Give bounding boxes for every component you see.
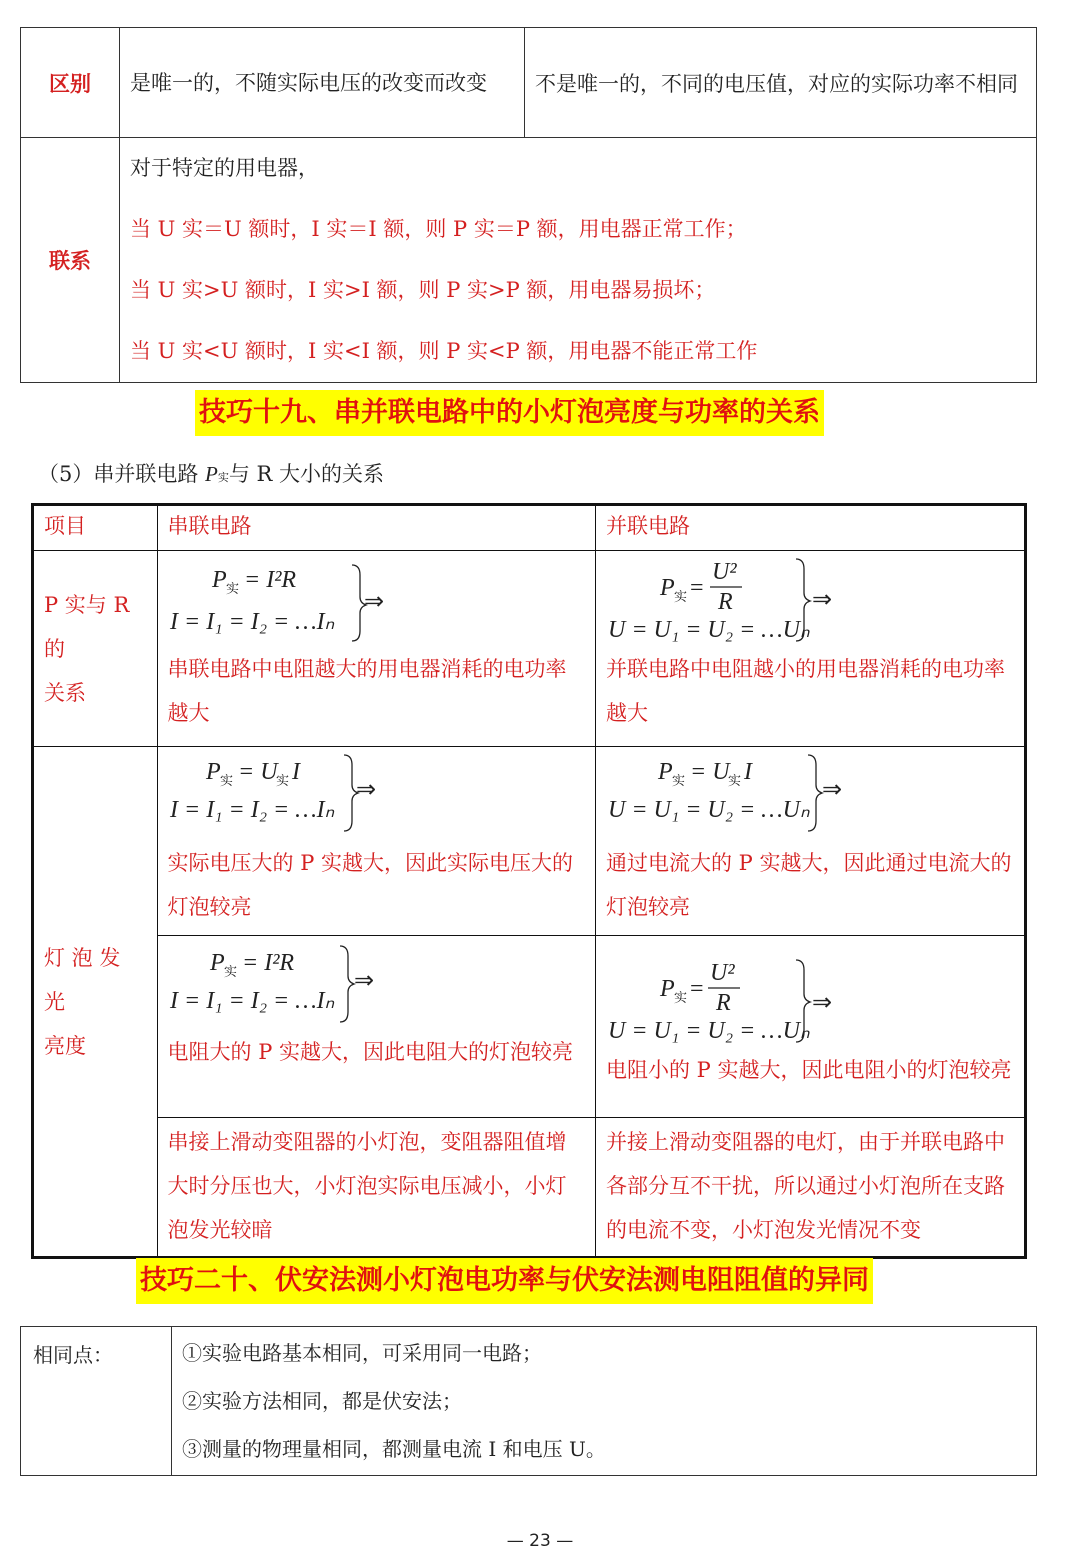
row2a-series-cell — [157, 747, 595, 936]
link-line: 当 U 实＝U 额时，I 实＝I 额，则 P 实＝P 额，用电器正常工作； — [130, 217, 747, 241]
row2b-parallel-desc: 电阻小的 P 实越大，因此电阻小的灯泡较亮 — [606, 1058, 1012, 1082]
formula-num: U² — [712, 559, 737, 585]
link-line: 对于特定的用电器， — [130, 156, 319, 180]
row2a-parallel-desc: 通过电流大的 P 实越大，因此通过电流大的灯泡较亮 — [606, 851, 1012, 919]
formula-rhs-i: I — [291, 759, 300, 785]
row2b-parallel-cell — [596, 936, 1026, 1118]
formula-cond: I = I₁ = I₂ = …Iₙ — [169, 797, 334, 823]
similarities-cell — [172, 1327, 1037, 1476]
brace — [340, 946, 354, 1022]
formula-p: P — [209, 950, 225, 976]
row1-series-cell — [157, 551, 595, 747]
section-heading-19: 技巧十九、串并联电路中的小灯泡亮度与功率的关系 — [195, 390, 824, 436]
formula-series-power-u — [168, 751, 587, 841]
formula-eq: = — [690, 976, 704, 1002]
table-row — [33, 936, 1026, 1118]
brace — [808, 755, 822, 831]
formula-parallel-power-u — [606, 751, 1016, 841]
similarity-item: ①实验电路基本相同，可采用同一电路； — [182, 1341, 542, 1365]
formula-rhs-sub: 实 — [275, 773, 289, 788]
formula-rhs: = I²R — [243, 567, 296, 593]
subtitle-prefix: （5）串并联电路 — [38, 462, 206, 486]
row2-label — [33, 747, 158, 1258]
row1-series-desc: 串联电路中电阻越大的用电器消耗的电功率越大 — [167, 657, 567, 725]
formula-num: U² — [710, 960, 735, 986]
subtitle — [38, 458, 384, 488]
diff-actual-cell: 不是唯一的，不同的电压值，对应的实际功率不相同 — [525, 28, 1037, 138]
table-row — [33, 747, 1026, 936]
formula-sub: 实 — [225, 581, 239, 596]
formula-sub: 实 — [219, 773, 233, 788]
link-cell — [120, 138, 1037, 383]
row2a-series-desc: 实际电压大的 P 实越大，因此实际电压大的灯泡较亮 — [167, 851, 574, 919]
diff-rated-cell: 是唯一的，不随实际电压的改变而改变 — [120, 28, 525, 138]
formula-svg — [606, 940, 1016, 1048]
section-heading-20: 技巧二十、伏安法测小灯泡电功率与伏安法测电阻阻值的异同 — [136, 1258, 873, 1304]
table-header-row — [33, 505, 1026, 551]
rated-vs-actual-table — [20, 27, 1037, 383]
formula-svg — [168, 751, 568, 841]
implies-arrow: ⇒ — [363, 589, 384, 615]
subtitle-sub: 实 — [217, 471, 229, 484]
formula-p: P — [658, 759, 673, 785]
formula-rhs-sub: 实 — [728, 773, 742, 788]
page-number: — 23 — — [506, 1531, 574, 1551]
row1-label-line: 关系 — [44, 680, 86, 705]
formula-sub: 实 — [223, 964, 237, 979]
formula-sub: 实 — [672, 773, 686, 788]
row2-label-line: 亮度 — [44, 1033, 86, 1058]
row1-label-line: P 实与 R 的 — [44, 592, 130, 661]
formula-svg — [168, 555, 568, 647]
row1-parallel-cell — [596, 551, 1026, 747]
subtitle-suffix: 与 R 大小的关系 — [228, 462, 385, 486]
table-row — [21, 138, 1037, 383]
similarity-item: ③测量的物理量相同，都测量电流 I 和电压 U。 — [182, 1437, 606, 1461]
implies-arrow: ⇒ — [353, 968, 374, 994]
row2c-series-cell: 串接上滑动变阻器的小灯泡，变阻器阻值增大时分压也大，小灯泡实际电压减小，小灯泡发光较暗 — [157, 1118, 595, 1258]
formula-den: R — [718, 589, 733, 615]
formula-series-power-r-2 — [168, 940, 587, 1030]
similarities-label: 相同点： — [21, 1327, 172, 1476]
header-item: 项目 — [33, 505, 158, 551]
implies-arrow: ⇒ — [822, 777, 843, 803]
similarity-item: ②实验方法相同，都是伏安法； — [182, 1389, 462, 1413]
formula-cond: U = U₁ = U₂ = …Uₙ — [608, 797, 810, 823]
row2-label-line: 灯 泡 发 光 — [44, 945, 121, 1014]
table-row — [33, 1118, 1026, 1258]
formula-svg — [606, 751, 1016, 841]
formula-cond: I = I₁ = I₂ = …Iₙ — [169, 609, 334, 635]
formula-p: P — [205, 759, 221, 785]
formula-parallel-power-r — [606, 555, 1016, 647]
formula-rhs-u: = U — [690, 759, 730, 785]
implies-arrow: ⇒ — [812, 587, 833, 613]
formula-p: P — [211, 567, 227, 593]
formula-svg — [168, 940, 568, 1030]
similarities-table — [20, 1326, 1037, 1476]
brightness-power-table — [31, 503, 1027, 1259]
formula-cond: U = U₁ = U₂ = …Uₙ — [608, 1018, 810, 1044]
header-series: 串联电路 — [157, 505, 595, 551]
link-line: 当 U 实>U 额时，I 实>I 额，则 P 实>P 额，用电器易损坏； — [130, 278, 716, 302]
link-line: 当 U 实<U 额时，I 实<I 额，则 P 实<P 额，用电器不能正常工作 — [130, 339, 758, 363]
diff-label: 区别 — [21, 28, 120, 138]
formula-p: P — [660, 575, 675, 601]
formula-svg — [606, 555, 1016, 647]
row2c-parallel-cell: 并接上滑动变阻器的电灯，由于并联电路中各部分互不干扰，所以通过小灯泡所在支路的电流不变，小灯泡发光情况不变 — [596, 1118, 1026, 1258]
table-row — [21, 1327, 1037, 1476]
formula-rhs: = I²R — [241, 950, 294, 976]
formula-den: R — [716, 990, 731, 1016]
link-label: 联系 — [21, 138, 120, 383]
header-parallel: 并联电路 — [596, 505, 1026, 551]
row2a-parallel-cell — [596, 747, 1026, 936]
row2b-series-desc: 电阻大的 P 实越大，因此电阻大的灯泡较亮 — [167, 1040, 574, 1064]
table-row — [21, 28, 1037, 138]
formula-parallel-power-r-2 — [606, 940, 1016, 1048]
row1-label — [33, 551, 158, 747]
implies-arrow: ⇒ — [355, 777, 376, 803]
formula-sub: 实 — [674, 990, 688, 1005]
implies-arrow: ⇒ — [812, 990, 833, 1016]
formula-eq: = — [690, 575, 704, 601]
formula-rhs-i: I — [744, 759, 752, 785]
formula-cond: U = U₁ = U₂ = …Uₙ — [608, 617, 810, 643]
row1-parallel-desc: 并联电路中电阻越小的用电器消耗的电功率越大 — [606, 657, 1005, 725]
formula-sub: 实 — [674, 589, 688, 604]
subtitle-p: P — [205, 462, 218, 486]
table-row — [33, 551, 1026, 747]
formula-p: P — [660, 976, 675, 1002]
formula-rhs-u: = U — [237, 759, 278, 785]
formula-series-power-r — [168, 555, 587, 647]
formula-cond: I = I₁ = I₂ = …Iₙ — [169, 988, 334, 1014]
row2b-series-cell — [157, 936, 595, 1118]
